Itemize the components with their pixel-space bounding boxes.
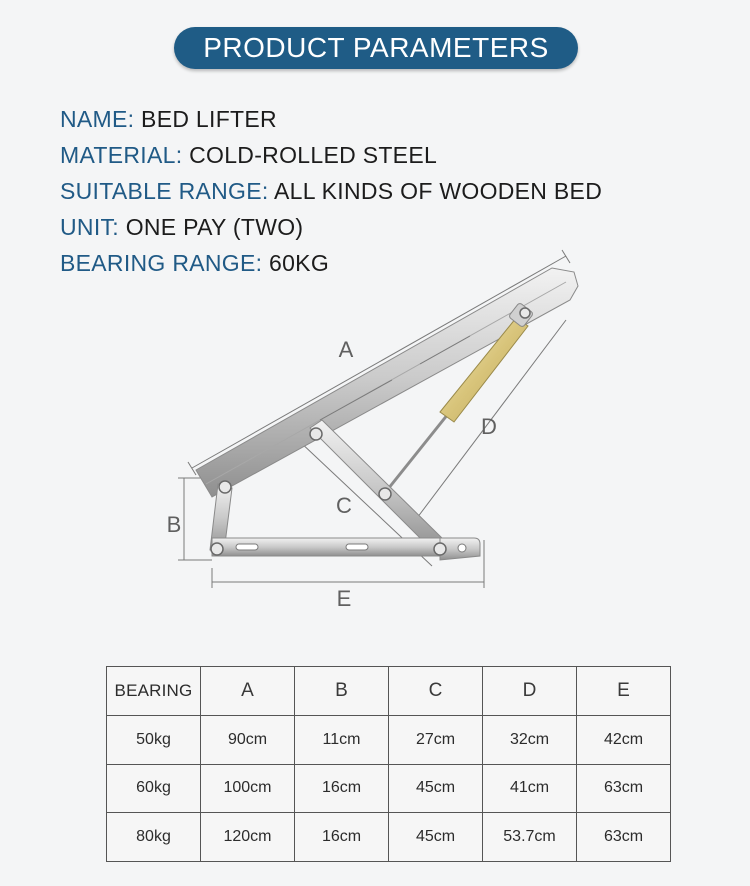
table-cell: 90cm <box>201 716 295 765</box>
table-cell: 27cm <box>389 716 483 765</box>
table-cell: 32cm <box>483 716 577 765</box>
table-row <box>107 764 671 813</box>
table-cell: 63cm <box>577 764 671 813</box>
spec-value: 60KG <box>269 250 330 276</box>
table-cell: 80kg <box>107 813 201 862</box>
table-header-row <box>107 667 671 716</box>
table-cell: 16cm <box>295 813 389 862</box>
page-title: PRODUCT PARAMETERS <box>174 27 578 69</box>
table-cell: 42cm <box>577 716 671 765</box>
spec-label: NAME: <box>60 106 135 132</box>
header-cell: A <box>201 667 295 716</box>
spec-label: MATERIAL: <box>60 142 183 168</box>
table-cell: 120cm <box>201 813 295 862</box>
table-cell: 41cm <box>483 764 577 813</box>
spec-value: COLD-ROLLED STEEL <box>189 142 438 168</box>
header-cell: D <box>483 667 577 716</box>
spec-value: BED LIFTER <box>141 106 277 132</box>
dimension-label-a: A <box>338 337 354 362</box>
spec-label: BEARING RANGE: <box>60 250 263 276</box>
spec-label: UNIT: <box>60 214 119 240</box>
spec-value: ONE PAY (TWO) <box>125 214 304 240</box>
dimension-label-c: C <box>336 493 352 518</box>
dimension-label-b: B <box>166 512 182 537</box>
header-cell: E <box>577 667 671 716</box>
table-cell: 11cm <box>295 716 389 765</box>
header-cell: BEARING <box>107 667 201 716</box>
dimension-label-e: E <box>336 586 352 611</box>
header-cell: B <box>295 667 389 716</box>
dimension-label-d: D <box>481 414 497 439</box>
spec-label: SUITABLE RANGE: <box>60 178 269 204</box>
table-cell: 60kg <box>107 764 201 813</box>
table-cell: 63cm <box>577 813 671 862</box>
table-cell: 45cm <box>389 764 483 813</box>
spec-value: ALL KINDS OF WOODEN BED <box>274 178 603 204</box>
table-row <box>107 716 671 765</box>
table-cell: 16cm <box>295 764 389 813</box>
top-bar <box>196 268 578 497</box>
table-cell: 50kg <box>107 716 201 765</box>
table-row <box>107 813 671 862</box>
table-cell: 53.7cm <box>483 813 577 862</box>
parameters-table <box>106 666 671 862</box>
header-cell: C <box>389 667 483 716</box>
table-cell: 100cm <box>201 764 295 813</box>
table-cell: 45cm <box>389 813 483 862</box>
